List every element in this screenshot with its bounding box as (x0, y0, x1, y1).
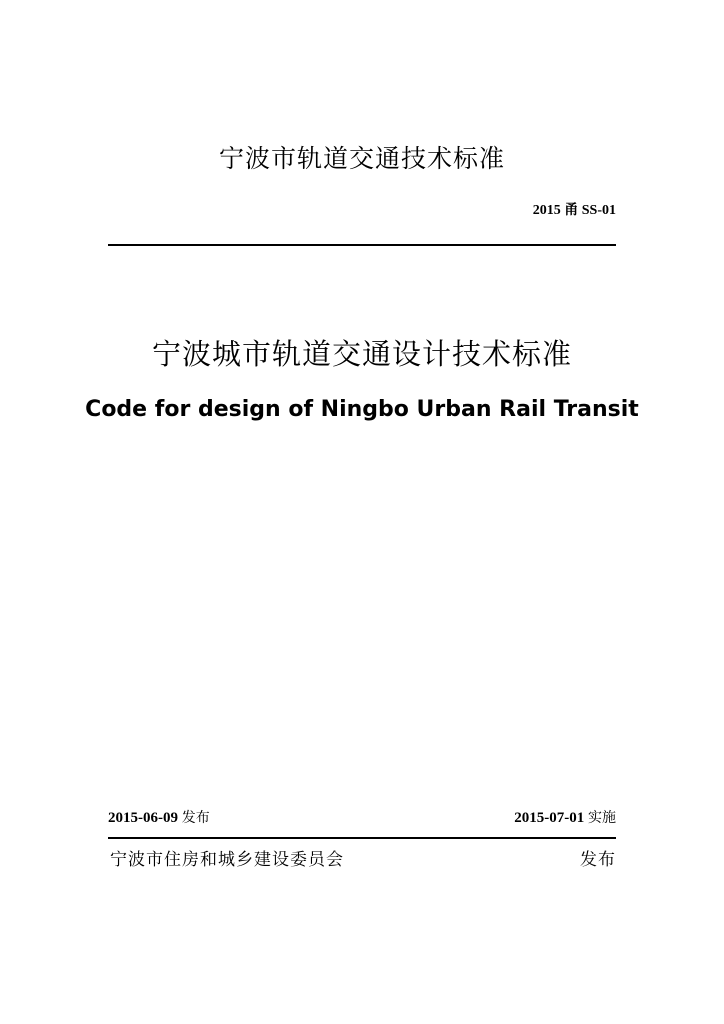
issue-label: 发布 (181, 810, 210, 826)
standard-number: 2015 甬 SS-01 (532, 203, 616, 218)
issuer-action: 发布 (580, 850, 616, 870)
effective-date: 2015-07-01 (514, 810, 585, 826)
issuer-name: 宁波市住房和城乡建设委员会 (110, 850, 344, 870)
issue-date-block (108, 806, 210, 830)
bottom-divider (108, 837, 616, 839)
issue-date: 2015-06-09 (108, 810, 178, 826)
document-title-english: Code for design of Ningbo Urban Rail Transit (85, 397, 639, 422)
effective-date-block (514, 806, 616, 830)
effective-label: 实施 (588, 810, 616, 826)
date-row (108, 806, 616, 830)
top-divider (108, 244, 616, 246)
document-title-chinese: 宁波城市轨道交通设计技术标准 (151, 337, 572, 371)
issuer-row (108, 846, 616, 874)
series-title: 宁波市轨道交通技术标准 (218, 144, 505, 173)
